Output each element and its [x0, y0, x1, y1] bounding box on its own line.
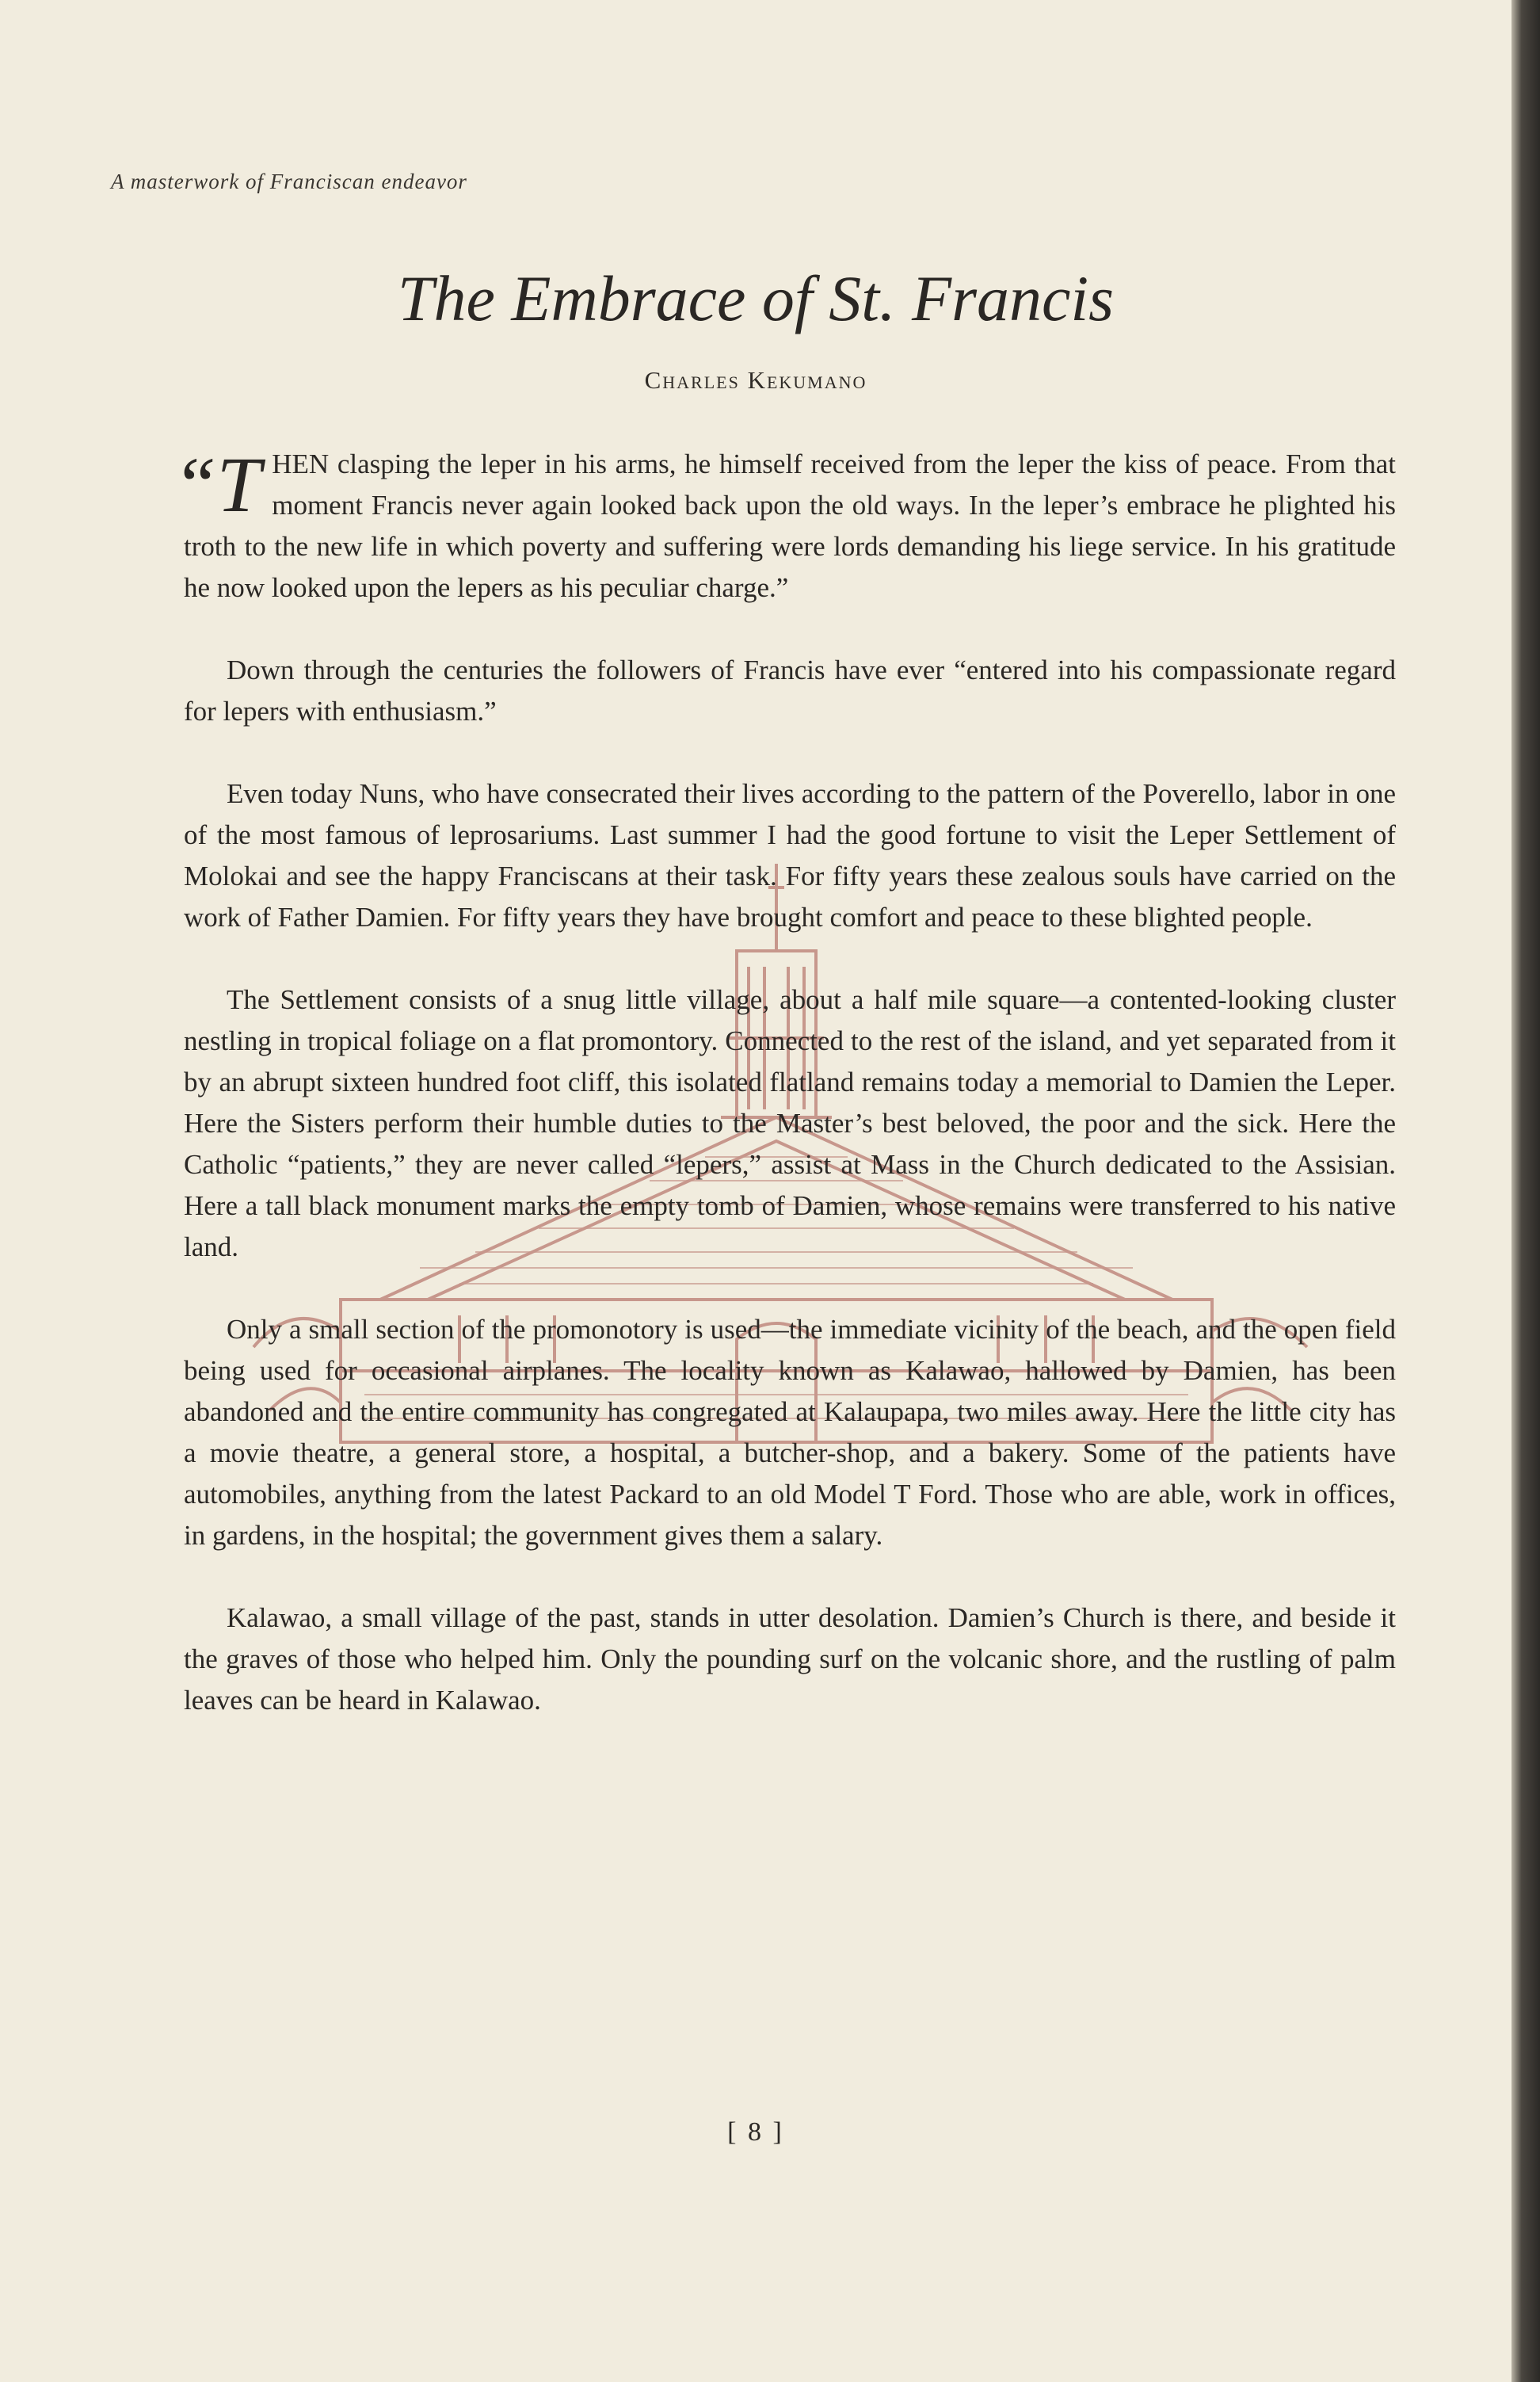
author-byline: Charles Kekumano — [644, 366, 867, 394]
paragraph-3: Even today Nuns, who have consecrated their lives according to the pattern of the Poverello, labor in one of the most famous of leprosariums. Last summer I had the good fortune to visit the Leper Settlement of Molokai and see the happy Franciscans at their task. For fifty years these zealous souls have carried on the work of Father Damien. For fifty years they have brought comfort and peace to these blighted people. — [184, 778, 1396, 933]
paragraph-2: Down through the centuries the followers of Francis have ever “entered into his compassionate regard for lepers with enthusiasm.” — [184, 655, 1396, 727]
article-body — [173, 441, 1396, 1762]
paragraph-4: The Settlement consists of a snug little village, about a half mile square—a contented-looking cluster nestling in tropical foliage on a flat promontory. Connected to the rest of the island, and yet separated from it by an abrupt sixteen hundred foot cliff, this isolated flatland remains today a memorial to Damien the Leper. Here the Sisters perform their humble duties to the Master’s best beloved, the poor and the sick. Here the Catholic “patients,” they are never called “lepers,” assist at Mass in the Church dedicated to the Assisian. Here a tall black monument marks the empty tomb of Damien, whose remains were transferred to his native land. — [184, 984, 1396, 1262]
page-edge — [1511, 0, 1540, 2382]
paragraph-1 — [173, 441, 1396, 609]
paragraph-1-text: HEN clasping the leper in his arms, he himself received from the leper the kiss of peace. From that moment Francis never again looked back upon the old ways. In the leper’s embrace he plighted his troth to the new life in which poverty and suffering were lords demanding his liege service. In his gratitude he now looked upon the lepers as his peculiar charge.” — [184, 449, 1396, 603]
article-title: The Embrace of St. Francis — [397, 262, 1115, 334]
drop-cap: “T — [173, 441, 261, 529]
paragraph-6: Kalawao, a small village of the past, stands in utter desolation. Damien’s Church is there, and beside it the graves of those who helped him. Only the pounding surf on the volcanic shore, and the rustling of palm leaves can be heard in Kalawao. — [184, 1602, 1396, 1716]
paragraph-5: Only a small section of the promonotory is used—the immediate vicinity of the beach, and the open field being used for occasional airplanes. The locality known as Kalawao, hallowed by Damien, has been abandoned and the entire community has congregated at Kalaupapa, two miles away. Here the little city has a movie theatre, a general store, a hospital, a butcher-shop, and a bakery. Some of the patients have automobiles, anything from the latest Packard to an old Model T Ford. Those who are able, work in offices, in gardens, in the hospital; the government gives them a salary. — [184, 1314, 1396, 1551]
kicker: A masterwork of Franciscan endeavor — [111, 170, 467, 193]
page-number: [ 8 ] — [727, 2117, 784, 2147]
